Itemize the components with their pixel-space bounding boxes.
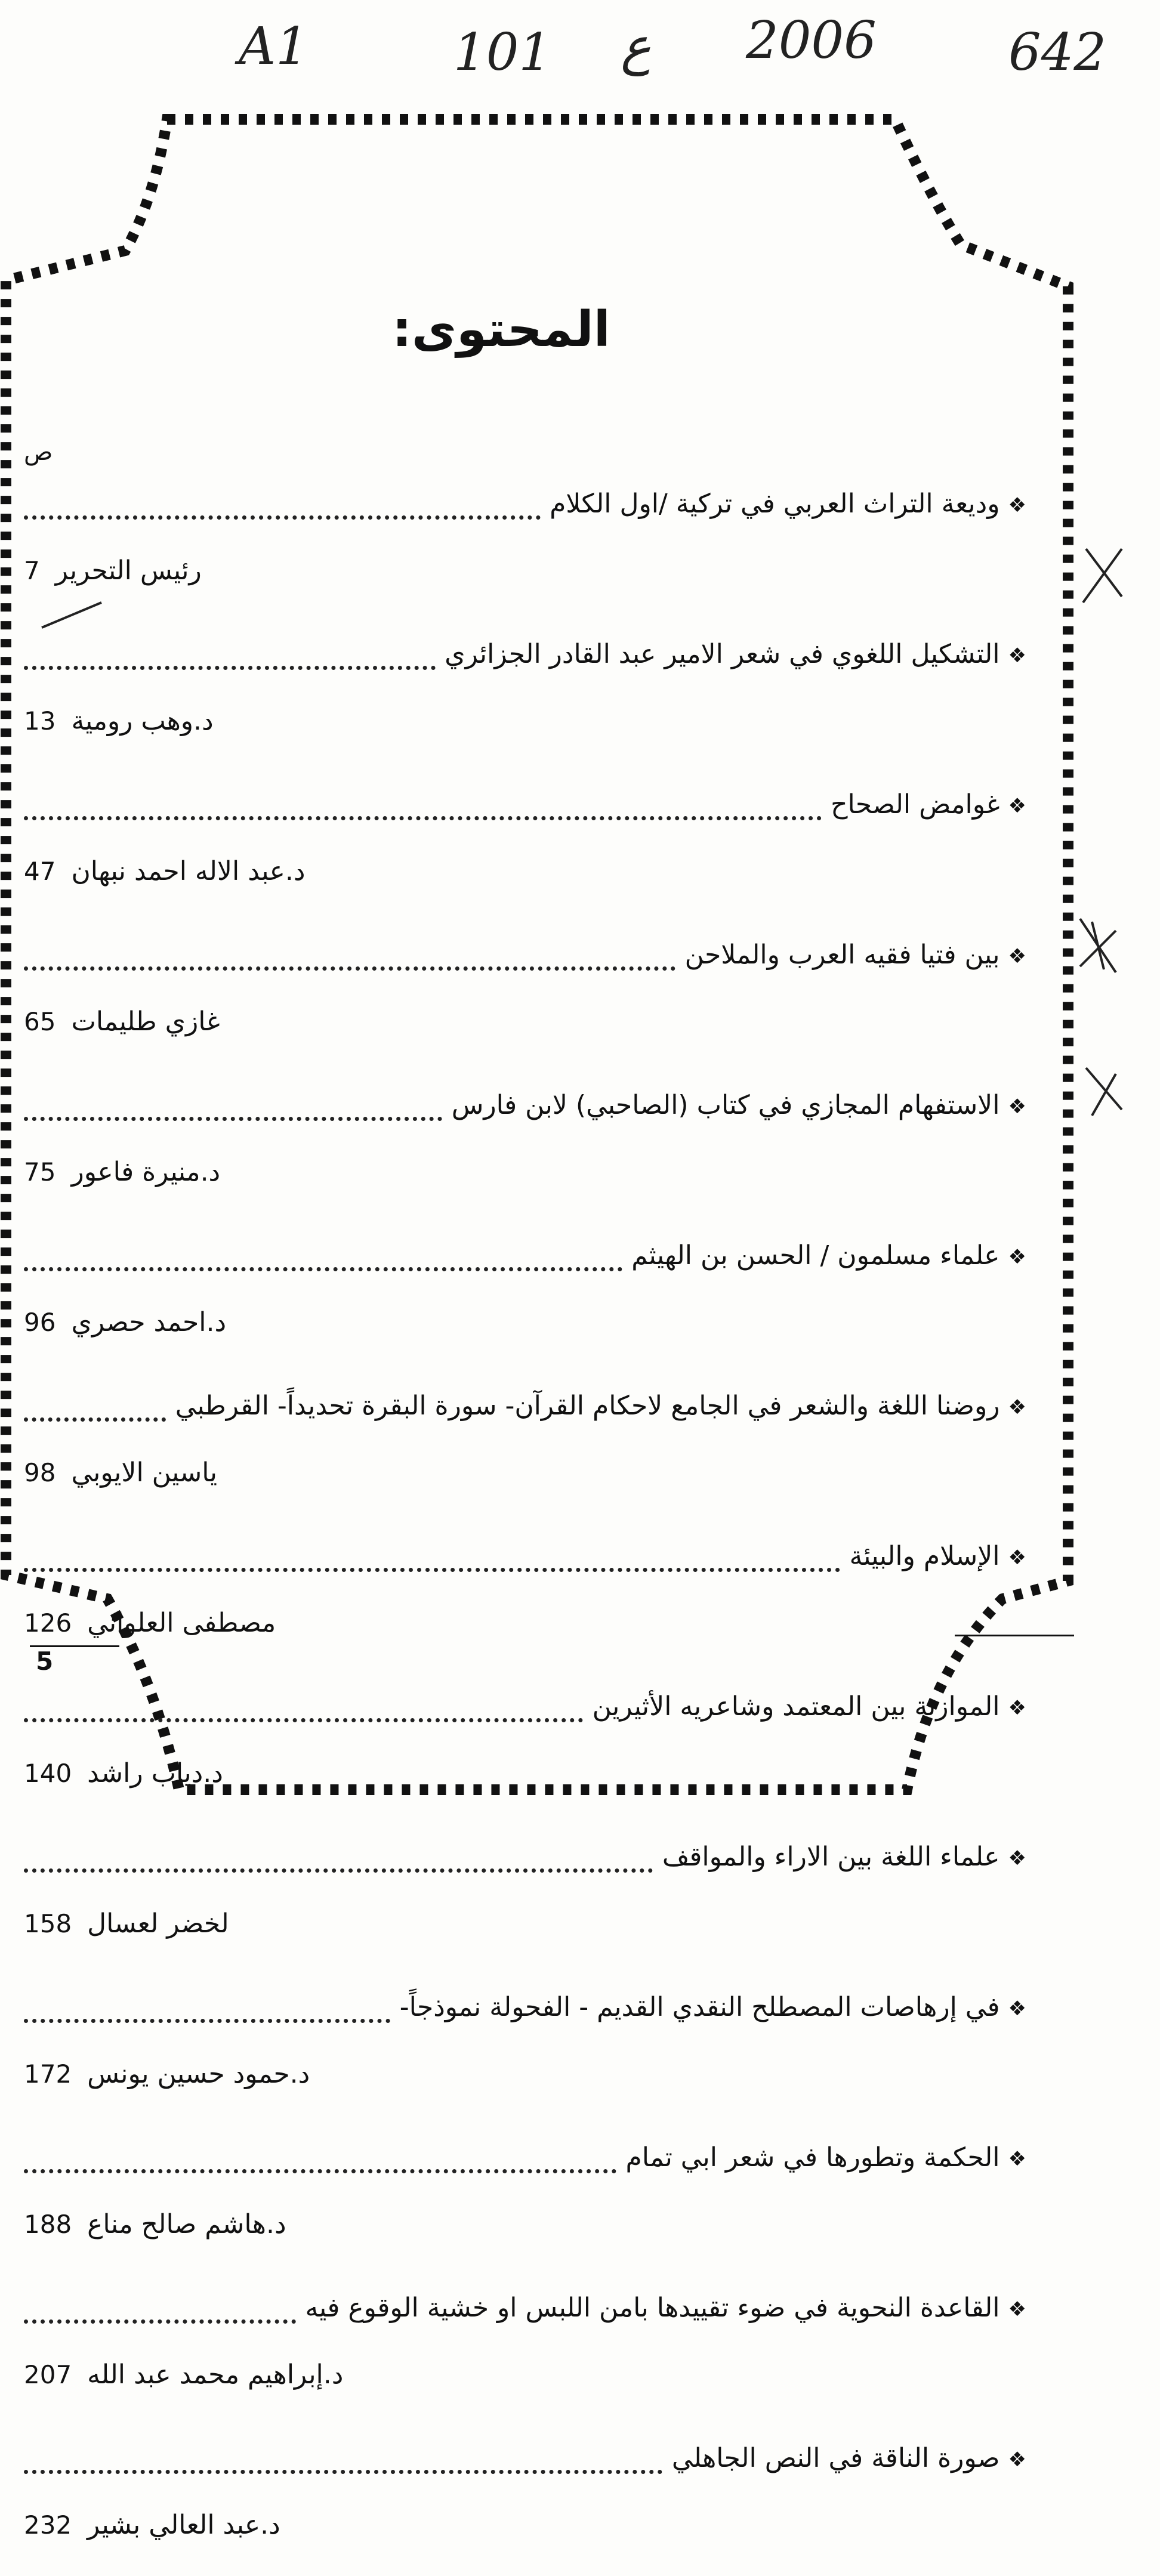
toc-page-number: 172	[24, 2059, 72, 2089]
diamond-bullet-icon: ❖	[1008, 1095, 1026, 1119]
toc-entry-title-row	[24, 2426, 1026, 2491]
handwritten-catalog-note	[0, 11, 1160, 94]
toc-entry-title: القاعدة النحوية في ضوء تقييدها بامن اللبس او خشية الوقوع فيه	[305, 2293, 1000, 2323]
diamond-bullet-icon: ❖	[1008, 1395, 1026, 1419]
toc-entry-title: صورة الناقة في النص الجاهلي	[671, 2443, 1000, 2473]
toc-entry-title-row	[24, 1524, 1026, 1589]
toc-author: مصطفى العلواني	[87, 1608, 276, 1638]
toc-entry-title: الحكمة وتطورها في شعر ابي تمام	[625, 2142, 1000, 2173]
diamond-bullet-icon: ❖	[1008, 1245, 1026, 1269]
toc-author: ياسين الايوبي	[71, 1457, 217, 1488]
toc-author: د.منيرة فاعور	[71, 1157, 221, 1187]
toc-entry-meta	[24, 2342, 343, 2408]
toc-entry	[24, 2275, 1026, 2426]
table-of-contents	[24, 471, 1026, 2576]
toc-entry-title-row	[24, 1824, 1026, 1890]
toc-entry-title-row	[24, 471, 1026, 537]
toc-page-number: 98	[24, 1458, 56, 1487]
toc-entry-meta	[24, 1290, 226, 1355]
toc-page-number: 96	[24, 1308, 56, 1337]
toc-author: لخضر لعسال	[87, 1908, 229, 1939]
toc-entry-title: الإسلام والبيئة	[849, 1541, 1000, 1571]
toc-entry-title-row	[24, 922, 1026, 988]
toc-entry-meta	[24, 1891, 229, 1957]
cross-mark-icon	[1080, 919, 1116, 972]
toc-author: د.عبد الاله احمد نبهان	[71, 856, 306, 887]
toc-page-number: 207	[24, 2360, 72, 2389]
toc-entry-title-row	[24, 1975, 1026, 2040]
page-title: المحتوى:	[392, 301, 610, 358]
toc-page-number: 75	[24, 1157, 56, 1187]
toc-page-number: 188	[24, 2210, 72, 2239]
toc-author: د.احمد حصري	[71, 1307, 227, 1338]
toc-entry-title-row	[24, 1073, 1026, 1138]
toc-entry	[24, 1674, 1026, 1824]
toc-entry-title-row	[24, 1674, 1026, 1740]
toc-entry-meta	[24, 1741, 223, 1806]
diamond-bullet-icon: ❖	[1008, 1997, 1026, 2021]
toc-page-number: 65	[24, 1007, 56, 1036]
toc-page-number: 126	[24, 1608, 72, 1638]
toc-entry	[24, 471, 1026, 622]
toc-entry-title-row	[24, 2275, 1026, 2341]
toc-page-number: 13	[24, 706, 56, 736]
toc-page-number: 158	[24, 1909, 72, 1938]
toc-entry-title-row	[24, 622, 1026, 687]
diamond-bullet-icon: ❖	[1008, 2448, 1026, 2472]
page-column-label: ص	[24, 438, 53, 466]
toc-entry-title-row	[24, 772, 1026, 838]
toc-entry	[24, 2125, 1026, 2275]
toc-entry-meta	[24, 2041, 310, 2107]
toc-entry-title: بين فتيا فقيه العرب والملاحن	[684, 940, 1000, 970]
toc-author: د.عبد العالي بشير	[87, 2510, 280, 2540]
diamond-bullet-icon: ❖	[1008, 1696, 1026, 1720]
handwritten-text-5: 642	[1008, 23, 1107, 82]
toc-author: د.هاشم صالح مناع	[87, 2209, 286, 2240]
toc-entry	[24, 1975, 1026, 2125]
handwritten-text-3: ع	[621, 17, 652, 76]
toc-entry	[24, 1073, 1026, 1223]
toc-entry-title: علماء اللغة بين الاراء والمواقف	[662, 1842, 1000, 1872]
toc-entry	[24, 772, 1026, 922]
diamond-bullet-icon: ❖	[1008, 493, 1026, 517]
toc-entry-title: غوامض الصحاح	[831, 789, 1000, 820]
toc-entry	[24, 1824, 1026, 1975]
toc-entry-title: وديعة التراث العربي في تركية /اول الكلام	[550, 489, 1000, 519]
handwritten-text-1: A1	[239, 17, 308, 76]
toc-entry-meta	[24, 2192, 286, 2257]
toc-author: غازي طليمات	[71, 1006, 220, 1037]
toc-entry-title: علماء مسلمون / الحسن بن الهيثم	[631, 1240, 1000, 1271]
diamond-bullet-icon: ❖	[1008, 1846, 1026, 1870]
toc-page-number: 47	[24, 857, 56, 886]
toc-page-number: 140	[24, 1759, 72, 1788]
toc-entry-title-row	[24, 2125, 1026, 2191]
toc-entry-title: الاستفهام المجازي في كتاب (الصاحبي) لابن فارس	[451, 1090, 1000, 1120]
diamond-bullet-icon: ❖	[1008, 2297, 1026, 2321]
toc-author: د.إبراهيم محمد عبد الله	[87, 2359, 344, 2390]
toc-entry-title: التشكيل اللغوي في شعر الامير عبد القادر الجزائري	[445, 639, 1000, 669]
diamond-bullet-icon: ❖	[1008, 644, 1026, 668]
diamond-bullet-icon: ❖	[1008, 2147, 1026, 2171]
toc-author: د.وهب رومية	[71, 706, 214, 736]
diamond-bullet-icon: ❖	[1008, 794, 1026, 818]
toc-page-number: 7	[24, 556, 40, 585]
toc-entry-meta	[24, 538, 202, 604]
toc-entry	[24, 622, 1026, 772]
toc-entry-title-row	[24, 1373, 1026, 1439]
toc-entry-meta	[24, 2492, 280, 2558]
toc-entry-meta	[24, 989, 220, 1055]
toc-entry	[24, 1223, 1026, 1373]
toc-entry-meta	[24, 839, 305, 904]
toc-entry-title-row	[24, 1223, 1026, 1289]
toc-entry-title: في إرهاصات المصطلح النقدي القديم - الفحولة نموذجاً-	[399, 1992, 1000, 2022]
diamond-bullet-icon: ❖	[1008, 944, 1026, 968]
footer-rule-right	[955, 1635, 1074, 1636]
toc-author: د.حمود حسين يونس	[87, 2059, 310, 2089]
cross-mark-icon	[1083, 549, 1122, 603]
handwritten-text-4: 2006	[746, 11, 877, 70]
toc-entry-meta	[24, 1139, 220, 1205]
toc-entry	[24, 922, 1026, 1073]
cross-mark-icon	[1086, 1068, 1122, 1116]
toc-entry	[24, 2426, 1026, 2576]
toc-page-number: 232	[24, 2510, 72, 2540]
toc-entry	[24, 1373, 1026, 1524]
diamond-bullet-icon: ❖	[1008, 1546, 1026, 1570]
toc-entry	[24, 1524, 1026, 1674]
toc-author: رئيس التحرير	[55, 555, 202, 586]
toc-author: د.دياب راشد	[87, 1758, 223, 1789]
toc-entry-meta	[24, 1440, 217, 1506]
toc-entry-meta	[24, 688, 214, 754]
handwritten-text-2: 101	[453, 23, 552, 82]
toc-entry-title: روضنا اللغة والشعر في الجامع لاحكام القرآن- سورة البقرة تحديداً- القرطبي	[175, 1391, 1000, 1421]
page-number: 5	[36, 1647, 54, 1676]
toc-entry-title: الموازنة بين المعتمد وشاعريه الأثيرين	[592, 1691, 1000, 1722]
